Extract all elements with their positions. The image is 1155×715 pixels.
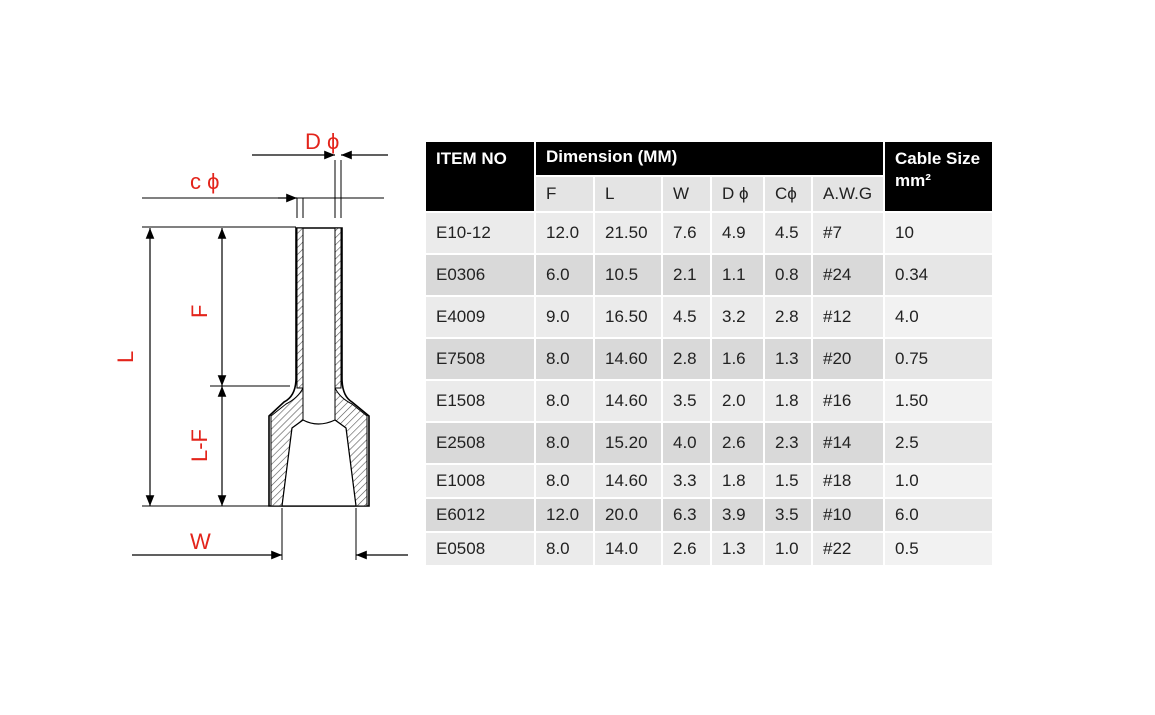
cell-f: 9.0: [536, 297, 595, 339]
cell-l: 14.60: [595, 339, 663, 381]
ferrule-spec-table: [426, 142, 994, 567]
cell-item-no: E2508: [426, 423, 536, 465]
subheader-d-phi: D ϕ: [712, 177, 765, 213]
cell-c-phi: 2.8: [765, 297, 813, 339]
cell-awg: #12: [813, 297, 885, 339]
cell-item-no: E10-12: [426, 213, 536, 255]
cell-d-phi: 1.3: [712, 533, 765, 567]
cell-item-no: E0508: [426, 533, 536, 567]
cell-l: 10.5: [595, 255, 663, 297]
cell-c-phi: 2.3: [765, 423, 813, 465]
cell-l: 14.60: [595, 465, 663, 499]
cell-cable-size: 1.50: [885, 381, 994, 423]
cell-w: 2.8: [663, 339, 712, 381]
cell-l: 15.20: [595, 423, 663, 465]
cell-awg: #16: [813, 381, 885, 423]
cell-l: 14.0: [595, 533, 663, 567]
cell-c-phi: 1.8: [765, 381, 813, 423]
table-row: [426, 423, 994, 465]
table-row: [426, 381, 994, 423]
cell-f: 8.0: [536, 423, 595, 465]
cell-w: 2.6: [663, 533, 712, 567]
cell-d-phi: 2.0: [712, 381, 765, 423]
cell-d-phi: 1.1: [712, 255, 765, 297]
table-row: [426, 465, 994, 499]
cell-cable-size: 6.0: [885, 499, 994, 533]
subheader-l: L: [595, 177, 663, 213]
cell-cable-size: 0.75: [885, 339, 994, 381]
subheader-f: F: [536, 177, 595, 213]
cell-d-phi: 3.2: [712, 297, 765, 339]
subheader-awg: A.W.G: [813, 177, 885, 213]
cell-awg: #24: [813, 255, 885, 297]
label-f: F: [187, 304, 212, 318]
subheader-w: W: [663, 177, 712, 213]
cell-cable-size: 0.34: [885, 255, 994, 297]
cell-w: 4.0: [663, 423, 712, 465]
cell-c-phi: 4.5: [765, 213, 813, 255]
cell-c-phi: 1.3: [765, 339, 813, 381]
cell-d-phi: 1.6: [712, 339, 765, 381]
subheader-c-phi: Cϕ: [765, 177, 813, 213]
label-w: W: [190, 529, 211, 554]
table-body: [426, 213, 994, 567]
cell-item-no: E1008: [426, 465, 536, 499]
header-cable-size-label: Cable Size: [895, 149, 981, 168]
cell-c-phi: 1.5: [765, 465, 813, 499]
cell-cable-size: 2.5: [885, 423, 994, 465]
cell-d-phi: 3.9: [712, 499, 765, 533]
cell-c-phi: 3.5: [765, 499, 813, 533]
ferrule-dimension-diagram: [0, 0, 420, 715]
ferrule-body: [269, 228, 369, 506]
table-row: [426, 533, 994, 567]
cell-item-no: E4009: [426, 297, 536, 339]
cell-awg: #18: [813, 465, 885, 499]
label-d-phi: D ϕ: [305, 129, 340, 154]
cell-w: 3.5: [663, 381, 712, 423]
cell-w: 6.3: [663, 499, 712, 533]
label-l-minus-f: L-F: [187, 429, 212, 462]
cell-w: 2.1: [663, 255, 712, 297]
cell-l: 16.50: [595, 297, 663, 339]
cell-d-phi: 1.8: [712, 465, 765, 499]
cell-c-phi: 1.0: [765, 533, 813, 567]
cell-d-phi: 4.9: [712, 213, 765, 255]
header-row: [426, 142, 994, 177]
label-c-phi: c ϕ: [190, 169, 220, 194]
cell-f: 12.0: [536, 213, 595, 255]
header-cable-size: [885, 142, 994, 213]
cell-c-phi: 0.8: [765, 255, 813, 297]
cell-awg: #10: [813, 499, 885, 533]
cell-awg: #14: [813, 423, 885, 465]
cell-awg: #20: [813, 339, 885, 381]
cell-l: 20.0: [595, 499, 663, 533]
cell-awg: #7: [813, 213, 885, 255]
cell-f: 6.0: [536, 255, 595, 297]
cell-cable-size: 10: [885, 213, 994, 255]
cell-l: 14.60: [595, 381, 663, 423]
cell-f: 8.0: [536, 381, 595, 423]
table-row: [426, 297, 994, 339]
cell-w: 3.3: [663, 465, 712, 499]
cell-awg: #22: [813, 533, 885, 567]
cell-cable-size: 1.0: [885, 465, 994, 499]
header-dimension: Dimension (MM): [536, 142, 885, 177]
cell-f: 8.0: [536, 533, 595, 567]
cell-item-no: E6012: [426, 499, 536, 533]
cell-w: 4.5: [663, 297, 712, 339]
cell-f: 8.0: [536, 465, 595, 499]
cell-w: 7.6: [663, 213, 712, 255]
label-l: L: [113, 350, 138, 363]
cell-item-no: E7508: [426, 339, 536, 381]
cell-f: 12.0: [536, 499, 595, 533]
cell-l: 21.50: [595, 213, 663, 255]
table-row: [426, 213, 994, 255]
table-row: [426, 339, 994, 381]
cell-item-no: E0306: [426, 255, 536, 297]
header-cable-size-unit: mm²: [895, 171, 931, 190]
cell-item-no: E1508: [426, 381, 536, 423]
header-item-no: ITEM NO: [426, 142, 536, 213]
table-row: [426, 499, 994, 533]
cell-f: 8.0: [536, 339, 595, 381]
cell-cable-size: 4.0: [885, 297, 994, 339]
table-row: [426, 255, 994, 297]
cell-d-phi: 2.6: [712, 423, 765, 465]
cell-cable-size: 0.5: [885, 533, 994, 567]
